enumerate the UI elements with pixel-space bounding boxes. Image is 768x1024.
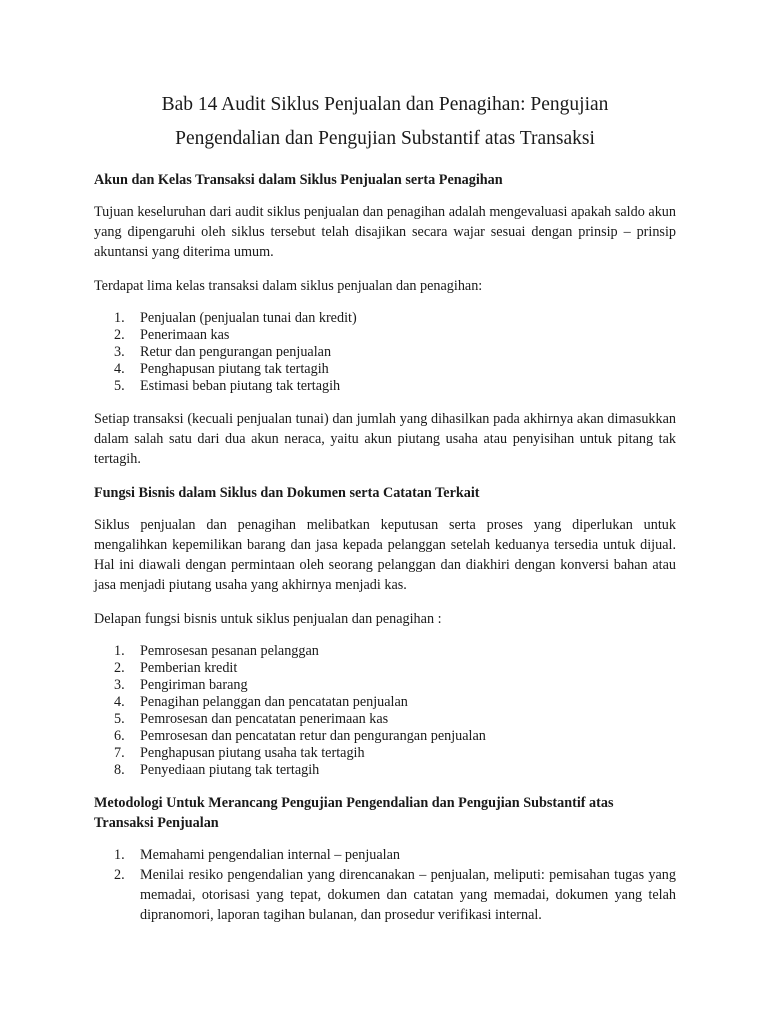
document-title (94, 88, 676, 156)
section-1-paragraph-1: Tujuan keseluruhan dari audit siklus penjualan dan penagihan adalah mengevaluasi apakah saldo akun yang dipengaruhi oleh siklus tersebut telah disajikan secara wajar sesuai dengan prinsip – prinsip akuntansi yang diterima umum. (94, 204, 676, 260)
section-3-heading: Metodologi Untuk Merancang Pengujian Pengendalian dan Pengujian Substantif atas Transaksi Penjualan (94, 795, 614, 831)
list-item: 2. Menilai resiko pengendalian yang direncanakan – penjualan, meliputi: pemisahan tugas yang memadai, otorisasi yang tepat, dokumen dan catatan yang memadai, dokumen yang telah dipranomori, laporan tagihan bulanan, dan prosedur verifikasi internal. (114, 867, 676, 923)
section-2-heading: Fungsi Bisnis dalam Siklus dan Dokumen serta Catatan Terkait (94, 485, 480, 501)
list-item: 8. Penyediaan piutang tak tertagih (114, 762, 320, 778)
section-2-paragraph-1: Siklus penjualan dan penagihan melibatkan keputusan serta proses yang diperlukan untuk mengalihkan kepemilikan barang dan jasa kepada pelanggan setelah keduanya tersedia untuk dijual. Hal ini diawali dengan permintaan oleh seorang pelanggan dan diakhiri dengan konversi bahan atau jasa menjadi piutang usaha yang akhirnya menjadi kas. (94, 517, 676, 593)
list-item: 2. Pemberian kredit (114, 660, 238, 676)
list-item: 7. Penghapusan piutang usaha tak tertagih (114, 745, 365, 761)
business-function-list (94, 643, 676, 779)
list-item: 3. Pengiriman barang (114, 677, 248, 693)
list-item: 5. Estimasi beban piutang tak tertagih (114, 378, 341, 394)
list-item: 1. Memahami pengendalian internal – penjualan (114, 847, 401, 863)
methodology-list (94, 845, 676, 925)
list-item: 4. Penagihan pelanggan dan pencatatan penjualan (114, 694, 408, 710)
transaction-class-list (94, 310, 676, 395)
list-item: 2. Penerimaan kas (114, 327, 230, 343)
list-item: 6. Pemrosesan dan pencatatan retur dan pengurangan penjualan (114, 728, 486, 744)
section-1-heading: Akun dan Kelas Transaksi dalam Siklus Penjualan serta Penagihan (94, 172, 503, 188)
list-item: 1. Pemrosesan pesanan pelanggan (114, 643, 319, 659)
list-item: 5. Pemrosesan dan pencatatan penerimaan kas (114, 711, 389, 727)
section-2-paragraph-2: Delapan fungsi bisnis untuk siklus penjualan dan penagihan : (94, 611, 442, 627)
list-item: 4. Penghapusan piutang tak tertagih (114, 361, 329, 377)
section-1-paragraph-2: Terdapat lima kelas transaksi dalam siklus penjualan dan penagihan: (94, 278, 483, 294)
section-1-paragraph-3: Setiap transaksi (kecuali penjualan tunai) dan jumlah yang dihasilkan pada akhirnya akan dimasukkan dalam salah satu dari dua akun neraca, yaitu akun piutang usaha atau penyisihan untuk pitang tak tertagih. (94, 411, 676, 467)
title-line-2: Pengendalian dan Pengujian Substantif atas Transaksi (175, 128, 595, 149)
list-item: 3. Retur dan pengurangan penjualan (114, 344, 332, 360)
list-item: 1. Penjualan (penjualan tunai dan kredit) (114, 310, 357, 326)
title-line-1: Bab 14 Audit Siklus Penjualan dan Penagihan: Pengujian (161, 94, 609, 115)
document-page (94, 88, 676, 939)
